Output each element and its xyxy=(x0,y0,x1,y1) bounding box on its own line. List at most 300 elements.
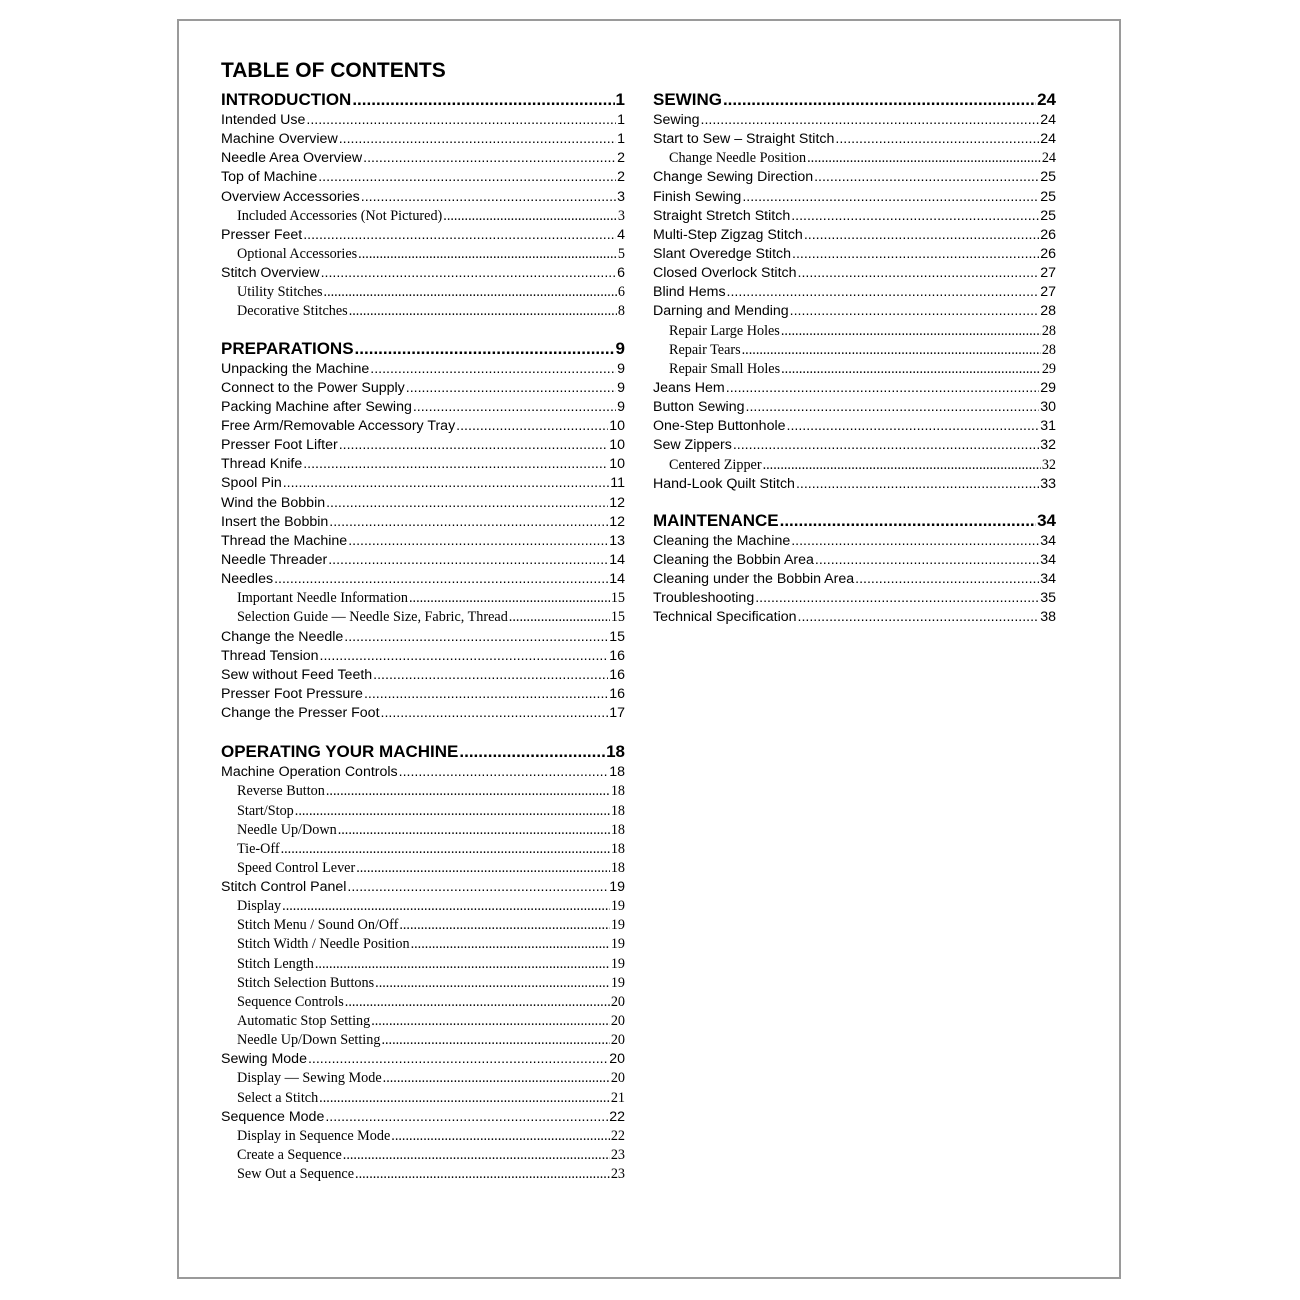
toc-entry-label: Intended Use xyxy=(221,112,306,128)
toc-page-number: 24 xyxy=(1041,150,1056,167)
toc-section-preparations xyxy=(221,338,625,724)
toc-entry-label: Closed Overlock Stitch xyxy=(653,265,797,282)
toc-page-number: 32 xyxy=(1040,437,1056,454)
toc-entry[interactable] xyxy=(221,283,625,302)
dot-leader xyxy=(742,188,1039,207)
toc-page-number: 1 xyxy=(617,112,625,128)
dot-leader xyxy=(791,532,1039,551)
dot-leader xyxy=(399,916,609,935)
toc-page-number: 2 xyxy=(617,150,625,167)
toc-section-sewing xyxy=(653,89,1056,494)
toc-entry[interactable] xyxy=(221,840,625,859)
dot-leader xyxy=(791,207,1039,226)
toc-entry[interactable] xyxy=(221,955,625,974)
toc-page-number: 20 xyxy=(609,1051,625,1068)
dot-leader xyxy=(383,1069,610,1088)
dot-leader xyxy=(343,1146,610,1165)
toc-entry[interactable] xyxy=(221,821,625,840)
toc-page-number: 31 xyxy=(1040,418,1056,435)
toc-entry-label: Packing Machine after Sewing xyxy=(221,398,412,415)
toc-entry-label: Change Needle Position xyxy=(669,150,807,167)
toc-page-number: 38 xyxy=(1040,609,1056,626)
toc-page-number: 26 xyxy=(1040,226,1056,243)
toc-entry-label: PREPARATIONS xyxy=(221,338,354,358)
toc-entry-label: Presser Foot Pressure xyxy=(221,685,363,702)
toc-entry[interactable] xyxy=(221,1127,625,1146)
toc-entry-label: Blind Hems xyxy=(653,284,726,301)
dot-leader xyxy=(815,551,1039,570)
toc-entry-label: Display in Sequence Mode xyxy=(237,1127,391,1144)
toc-page-number: 3 xyxy=(617,188,625,205)
dot-leader xyxy=(364,685,608,704)
toc-page-number: 34 xyxy=(1037,510,1056,530)
toc-page-number: 28 xyxy=(1041,341,1056,358)
toc-entry[interactable] xyxy=(221,802,625,821)
toc-entry-label: Sewing xyxy=(653,112,700,128)
toc-entry-label: Utility Stitches xyxy=(237,284,323,301)
toc-page-number: 17 xyxy=(609,705,625,722)
toc-entry-label: Stitch Control Panel xyxy=(221,879,347,896)
toc-entry-label: Stitch Width / Needle Position xyxy=(237,936,410,953)
toc-entry[interactable] xyxy=(653,551,1056,570)
toc-entry[interactable] xyxy=(653,111,1056,130)
toc-page-number: 6 xyxy=(617,284,625,301)
dot-leader xyxy=(755,589,1039,608)
toc-page-number: 18 xyxy=(610,802,625,819)
toc-entry-label: Sew Zippers xyxy=(653,437,732,454)
toc-entry-label: Needle Up/Down Setting xyxy=(237,1032,381,1049)
toc-page-number: 34 xyxy=(1040,551,1056,568)
toc-page-number: 15 xyxy=(609,628,625,645)
toc-entry[interactable] xyxy=(653,207,1056,226)
toc-entry-label: Thread the Machine xyxy=(221,532,348,549)
toc-entry[interactable] xyxy=(221,474,625,493)
toc-entry-label: Technical Specification xyxy=(653,609,797,626)
dot-leader xyxy=(780,510,1036,532)
toc-entry[interactable] xyxy=(653,149,1056,168)
toc-entry[interactable] xyxy=(221,188,625,207)
toc-page-number: 14 xyxy=(609,571,625,588)
toc-entry[interactable] xyxy=(221,608,625,627)
toc-entry[interactable] xyxy=(221,513,625,532)
toc-page-number: 1 xyxy=(617,131,625,148)
dot-leader xyxy=(723,89,1036,111)
toc-entry[interactable] xyxy=(221,782,625,801)
toc-entry[interactable] xyxy=(653,302,1056,321)
toc-entry[interactable] xyxy=(221,1108,625,1127)
toc-page-number: 28 xyxy=(1041,322,1056,339)
toc-page-number: 29 xyxy=(1041,360,1056,377)
dot-leader xyxy=(375,974,610,993)
toc-entry-label: Important Needle Information xyxy=(237,590,408,607)
toc-entry[interactable] xyxy=(221,1012,625,1031)
toc-entry-label: Needle Area Overview xyxy=(221,150,363,167)
toc-page-number: 25 xyxy=(1040,207,1056,224)
toc-page-number: 6 xyxy=(617,265,625,282)
toc-entry-label: Cleaning the Machine xyxy=(653,532,791,549)
toc-entry[interactable] xyxy=(221,551,625,570)
toc-page-number: 22 xyxy=(609,1108,625,1125)
toc-entry-label: Jeans Hem xyxy=(653,379,725,396)
toc-entry-label: Sewing Mode xyxy=(221,1051,307,1068)
dot-leader xyxy=(733,436,1039,455)
toc-entry[interactable] xyxy=(221,974,625,993)
toc-entry-label: Overview Accessories xyxy=(221,188,360,205)
toc-entry-label: Wind the Bobbin xyxy=(221,494,326,511)
toc-entry[interactable] xyxy=(653,322,1056,341)
toc-entry-label: Selection Guide — Needle Size, Fabric, Thread xyxy=(237,609,508,626)
toc-page-number: 20 xyxy=(610,1013,625,1030)
toc-entry[interactable] xyxy=(653,417,1056,436)
dot-leader xyxy=(355,1165,610,1184)
dot-leader xyxy=(391,1127,610,1146)
toc-entry-label: Stitch Menu / Sound On/Off xyxy=(237,917,399,934)
toc-entry[interactable] xyxy=(653,532,1056,551)
toc-page-number: 30 xyxy=(1040,399,1056,416)
toc-entry-label: Stitch Length xyxy=(237,955,314,972)
toc-page-number: 9 xyxy=(617,398,625,415)
dot-leader xyxy=(411,935,610,954)
toc-entry-label: Decorative Stitches xyxy=(237,303,348,320)
dot-leader xyxy=(344,628,608,647)
dot-leader xyxy=(295,802,610,821)
dot-leader xyxy=(727,283,1040,302)
toc-heading-introduction[interactable] xyxy=(221,89,625,111)
dot-leader xyxy=(321,264,617,283)
toc-page-number: 32 xyxy=(1041,456,1056,473)
toc-entry-label: Troubleshooting xyxy=(653,590,755,607)
dot-leader xyxy=(855,570,1039,589)
dot-leader xyxy=(409,589,610,608)
toc-entry-label: Included Accessories (Not Pictured) xyxy=(237,207,443,224)
toc-entry-label: Slant Overedge Stitch xyxy=(653,245,792,262)
toc-page-number: 18 xyxy=(606,742,625,762)
toc-page-number: 8 xyxy=(617,303,625,320)
toc-entry[interactable] xyxy=(653,283,1056,302)
toc-page-number: 12 xyxy=(609,513,625,530)
toc-heading-maintenance[interactable] xyxy=(653,510,1056,532)
toc-page-number: 29 xyxy=(1040,379,1056,396)
toc-entry[interactable] xyxy=(221,1089,625,1108)
toc-entry[interactable] xyxy=(221,302,625,321)
toc-page-number: 18 xyxy=(610,840,625,857)
toc-entry-label: Free Arm/Removable Accessory Tray xyxy=(221,417,456,434)
toc-entry-label: Change the Presser Foot xyxy=(221,705,380,722)
toc-page-number: 14 xyxy=(609,551,625,568)
toc-entry[interactable] xyxy=(653,226,1056,245)
dot-leader xyxy=(361,188,616,207)
dot-leader xyxy=(807,149,1041,168)
dot-leader xyxy=(283,474,610,493)
toc-entry[interactable] xyxy=(221,589,625,608)
dot-leader xyxy=(763,456,1041,475)
toc-page-number: 2 xyxy=(617,169,625,186)
toc-page-number: 20 xyxy=(610,1070,625,1087)
dot-leader xyxy=(355,338,615,360)
toc-entry[interactable] xyxy=(221,878,625,897)
toc-page-number: 9 xyxy=(617,379,625,396)
dot-leader xyxy=(325,1108,608,1127)
toc-entry-label: Repair Tears xyxy=(669,341,741,358)
toc-page-number: 9 xyxy=(617,360,625,377)
toc-page-number: 4 xyxy=(617,226,625,243)
toc-page-number: 19 xyxy=(610,936,625,953)
dot-leader xyxy=(792,245,1039,264)
toc-entry[interactable] xyxy=(221,264,625,283)
toc-entry[interactable] xyxy=(653,379,1056,398)
dot-leader xyxy=(814,168,1039,187)
toc-entry[interactable] xyxy=(221,207,625,226)
toc-entry[interactable] xyxy=(221,647,625,666)
toc-entry[interactable] xyxy=(653,130,1056,149)
toc-entry[interactable] xyxy=(653,475,1056,494)
toc-page-number: 19 xyxy=(610,917,625,934)
dot-leader xyxy=(413,398,616,417)
dot-leader xyxy=(798,608,1040,627)
toc-entry-label: Darning and Mending xyxy=(653,303,789,320)
dot-leader xyxy=(348,532,608,551)
toc-entry-label: Change Sewing Direction xyxy=(653,169,814,186)
dot-leader xyxy=(326,782,610,801)
toc-entry[interactable] xyxy=(653,570,1056,589)
toc-page-number: 15 xyxy=(610,590,625,607)
toc-right-column xyxy=(653,89,1056,628)
toc-page-number: 25 xyxy=(1040,188,1056,205)
toc-page-number: 24 xyxy=(1037,90,1056,109)
toc-entry[interactable] xyxy=(221,379,625,398)
toc-page-number: 18 xyxy=(610,783,625,800)
toc-page-number: 19 xyxy=(610,974,625,991)
toc-page-number: 23 xyxy=(610,1147,625,1164)
toc-page-number: 19 xyxy=(610,955,625,972)
toc-heading-operating-your-machine[interactable] xyxy=(221,741,625,763)
dot-leader xyxy=(787,417,1040,436)
toc-entry-label: Speed Control Lever xyxy=(237,859,356,876)
toc-entry-label: Stitch Overview xyxy=(221,265,320,282)
toc-entry[interactable] xyxy=(221,685,625,704)
dot-leader xyxy=(315,955,610,974)
toc-heading-preparations[interactable] xyxy=(221,338,625,360)
toc-entry-label: Create a Sequence xyxy=(237,1147,342,1164)
toc-entry-label: Display — Sewing Mode xyxy=(237,1070,382,1087)
toc-entry-label: Machine Overview xyxy=(221,131,338,148)
toc-entry[interactable] xyxy=(653,341,1056,360)
toc-entry[interactable] xyxy=(221,1050,625,1069)
dot-leader xyxy=(443,207,617,226)
toc-page-number: 9 xyxy=(615,338,625,358)
toc-page-number: 20 xyxy=(610,1032,625,1049)
toc-entry[interactable] xyxy=(221,532,625,551)
toc-entry[interactable] xyxy=(653,456,1056,475)
toc-entry-label: Insert the Bobbin xyxy=(221,513,329,530)
toc-page-number: 19 xyxy=(609,879,625,896)
dot-leader xyxy=(274,570,608,589)
toc-page-number: 21 xyxy=(610,1089,625,1106)
toc-entry-label: Display xyxy=(237,898,282,915)
toc-entry-label: Cleaning under the Bobbin Area xyxy=(653,571,855,588)
toc-entry[interactable] xyxy=(653,360,1056,379)
toc-entry-label: Repair Large Holes xyxy=(669,322,780,339)
dot-leader xyxy=(726,379,1039,398)
toc-entry[interactable] xyxy=(221,935,625,954)
toc-entry[interactable] xyxy=(221,130,625,149)
toc-entry-label: Multi-Step Zigzag Stitch xyxy=(653,226,803,243)
toc-entry-label: Machine Operation Controls xyxy=(221,764,398,781)
toc-entry-label: Select a Stitch xyxy=(237,1089,319,1106)
toc-page-number: 27 xyxy=(1040,284,1056,301)
dot-leader xyxy=(338,821,610,840)
toc-entry[interactable] xyxy=(653,436,1056,455)
toc-entry[interactable] xyxy=(221,245,625,264)
dot-leader xyxy=(835,130,1039,149)
dot-leader xyxy=(329,513,608,532)
document-title: TABLE OF CONTENTS xyxy=(221,59,446,82)
dot-leader xyxy=(746,398,1040,417)
toc-entry-label: Needle Threader xyxy=(221,551,328,568)
dot-leader xyxy=(459,741,605,763)
toc-entry-label: Thread Knife xyxy=(221,456,303,473)
toc-section-operating-your-machine xyxy=(221,741,625,1184)
toc-entry[interactable] xyxy=(221,916,625,935)
toc-page-number: 34 xyxy=(1040,571,1056,588)
toc-entry-label: Needles xyxy=(221,571,274,588)
toc-page-number: 16 xyxy=(609,666,625,683)
toc-entry[interactable] xyxy=(653,168,1056,187)
toc-entry[interactable] xyxy=(221,1165,625,1184)
dot-leader xyxy=(319,1089,610,1108)
toc-entry-label: Connect to the Power Supply xyxy=(221,379,405,396)
dot-leader xyxy=(381,704,609,723)
toc-entry-label: Unpacking the Machine xyxy=(221,360,370,377)
toc-entry[interactable] xyxy=(221,398,625,417)
dot-leader xyxy=(701,111,1040,130)
toc-entry[interactable] xyxy=(221,628,625,647)
toc-entry-label: Reverse Button xyxy=(237,783,325,800)
dot-leader xyxy=(742,341,1041,360)
toc-page-number: 10 xyxy=(609,456,625,473)
toc-entry[interactable] xyxy=(221,226,625,245)
toc-page-number: 20 xyxy=(610,993,625,1010)
toc-page-number: 23 xyxy=(610,1166,625,1183)
toc-entry[interactable] xyxy=(653,608,1056,627)
toc-entry[interactable] xyxy=(221,436,625,455)
toc-entry[interactable] xyxy=(221,1031,625,1050)
toc-page-number: 18 xyxy=(610,821,625,838)
dot-leader xyxy=(318,168,616,187)
toc-entry[interactable] xyxy=(653,188,1056,207)
dot-leader xyxy=(306,111,616,130)
dot-leader xyxy=(339,130,616,149)
toc-page-number: 18 xyxy=(610,859,625,876)
toc-entry[interactable] xyxy=(221,168,625,187)
toc-entry[interactable] xyxy=(221,111,625,130)
toc-entry[interactable] xyxy=(653,589,1056,608)
toc-page-number: 10 xyxy=(609,437,625,454)
toc-entry-label: Button Sewing xyxy=(653,399,745,416)
dot-leader xyxy=(282,897,610,916)
toc-entry[interactable] xyxy=(221,763,625,782)
toc-page-number: 10 xyxy=(609,417,625,434)
toc-entry[interactable] xyxy=(221,360,625,379)
toc-entry[interactable] xyxy=(221,570,625,589)
toc-entry-label: Centered Zipper xyxy=(669,456,762,473)
dot-leader xyxy=(347,878,608,897)
toc-entry[interactable] xyxy=(221,455,625,474)
toc-entry[interactable] xyxy=(653,398,1056,417)
toc-entry-label: Sew Out a Sequence xyxy=(237,1166,355,1183)
toc-entry[interactable] xyxy=(221,1069,625,1088)
toc-entry[interactable] xyxy=(221,1146,625,1165)
toc-entry[interactable] xyxy=(221,417,625,436)
toc-entry[interactable] xyxy=(653,264,1056,283)
dot-leader xyxy=(356,859,610,878)
toc-entry[interactable] xyxy=(221,149,625,168)
dot-leader xyxy=(308,1050,608,1069)
toc-entry[interactable] xyxy=(221,494,625,513)
toc-page-number: 34 xyxy=(1040,532,1056,549)
dot-leader xyxy=(798,264,1040,283)
dot-leader xyxy=(381,1031,609,1050)
toc-page-number: 16 xyxy=(609,647,625,664)
toc-heading-sewing[interactable] xyxy=(653,89,1056,111)
toc-entry-label: MAINTENANCE xyxy=(653,510,779,530)
dot-leader xyxy=(352,89,614,111)
dot-leader xyxy=(373,666,608,685)
dot-leader xyxy=(406,379,616,398)
toc-entry-label: Sequence Mode xyxy=(221,1108,325,1125)
toc-entry-label: OPERATING YOUR MACHINE xyxy=(221,742,459,762)
dot-leader xyxy=(345,993,610,1012)
toc-entry-label: Presser Foot Lifter xyxy=(221,437,338,454)
toc-entry-label: Start/Stop xyxy=(237,802,294,819)
toc-entry[interactable] xyxy=(221,704,625,723)
toc-entry[interactable] xyxy=(221,897,625,916)
toc-entry-label: Sequence Controls xyxy=(237,993,344,1010)
toc-page-number: 33 xyxy=(1040,475,1056,492)
toc-page-number: 5 xyxy=(617,245,625,262)
toc-left-column xyxy=(221,89,625,1184)
dot-leader xyxy=(796,475,1039,494)
toc-entry-label: One-Step Buttonhole xyxy=(653,418,786,435)
toc-entry-label: Spool Pin xyxy=(221,475,282,492)
dot-leader xyxy=(781,360,1041,379)
toc-page-number: 12 xyxy=(609,494,625,511)
dot-leader xyxy=(326,494,608,513)
toc-entry-label: Needle Up/Down xyxy=(237,821,337,838)
toc-page-number: 27 xyxy=(1040,265,1056,282)
toc-entry-label: Tie-Off xyxy=(237,840,280,857)
toc-entry-label: Change the Needle xyxy=(221,628,344,645)
toc-page-number: 15 xyxy=(610,609,625,626)
toc-entry-label: Thread Tension xyxy=(221,647,319,664)
toc-page-number: 25 xyxy=(1040,169,1056,186)
toc-page-number: 1 xyxy=(615,90,625,109)
dot-leader xyxy=(303,455,608,474)
toc-page-number: 3 xyxy=(617,207,625,224)
toc-page-number: 11 xyxy=(610,475,625,492)
toc-entry[interactable] xyxy=(221,666,625,685)
dot-leader xyxy=(781,322,1041,341)
toc-entry[interactable] xyxy=(653,245,1056,264)
toc-entry-label: Stitch Selection Buttons xyxy=(237,974,375,991)
toc-page-number: 28 xyxy=(1040,303,1056,320)
toc-entry[interactable] xyxy=(221,859,625,878)
dot-leader xyxy=(358,245,617,264)
toc-entry[interactable] xyxy=(221,993,625,1012)
toc-page-number: 19 xyxy=(610,898,625,915)
toc-entry-label: Presser Feet xyxy=(221,226,303,243)
toc-entry-label: Top of Machine xyxy=(221,169,318,186)
